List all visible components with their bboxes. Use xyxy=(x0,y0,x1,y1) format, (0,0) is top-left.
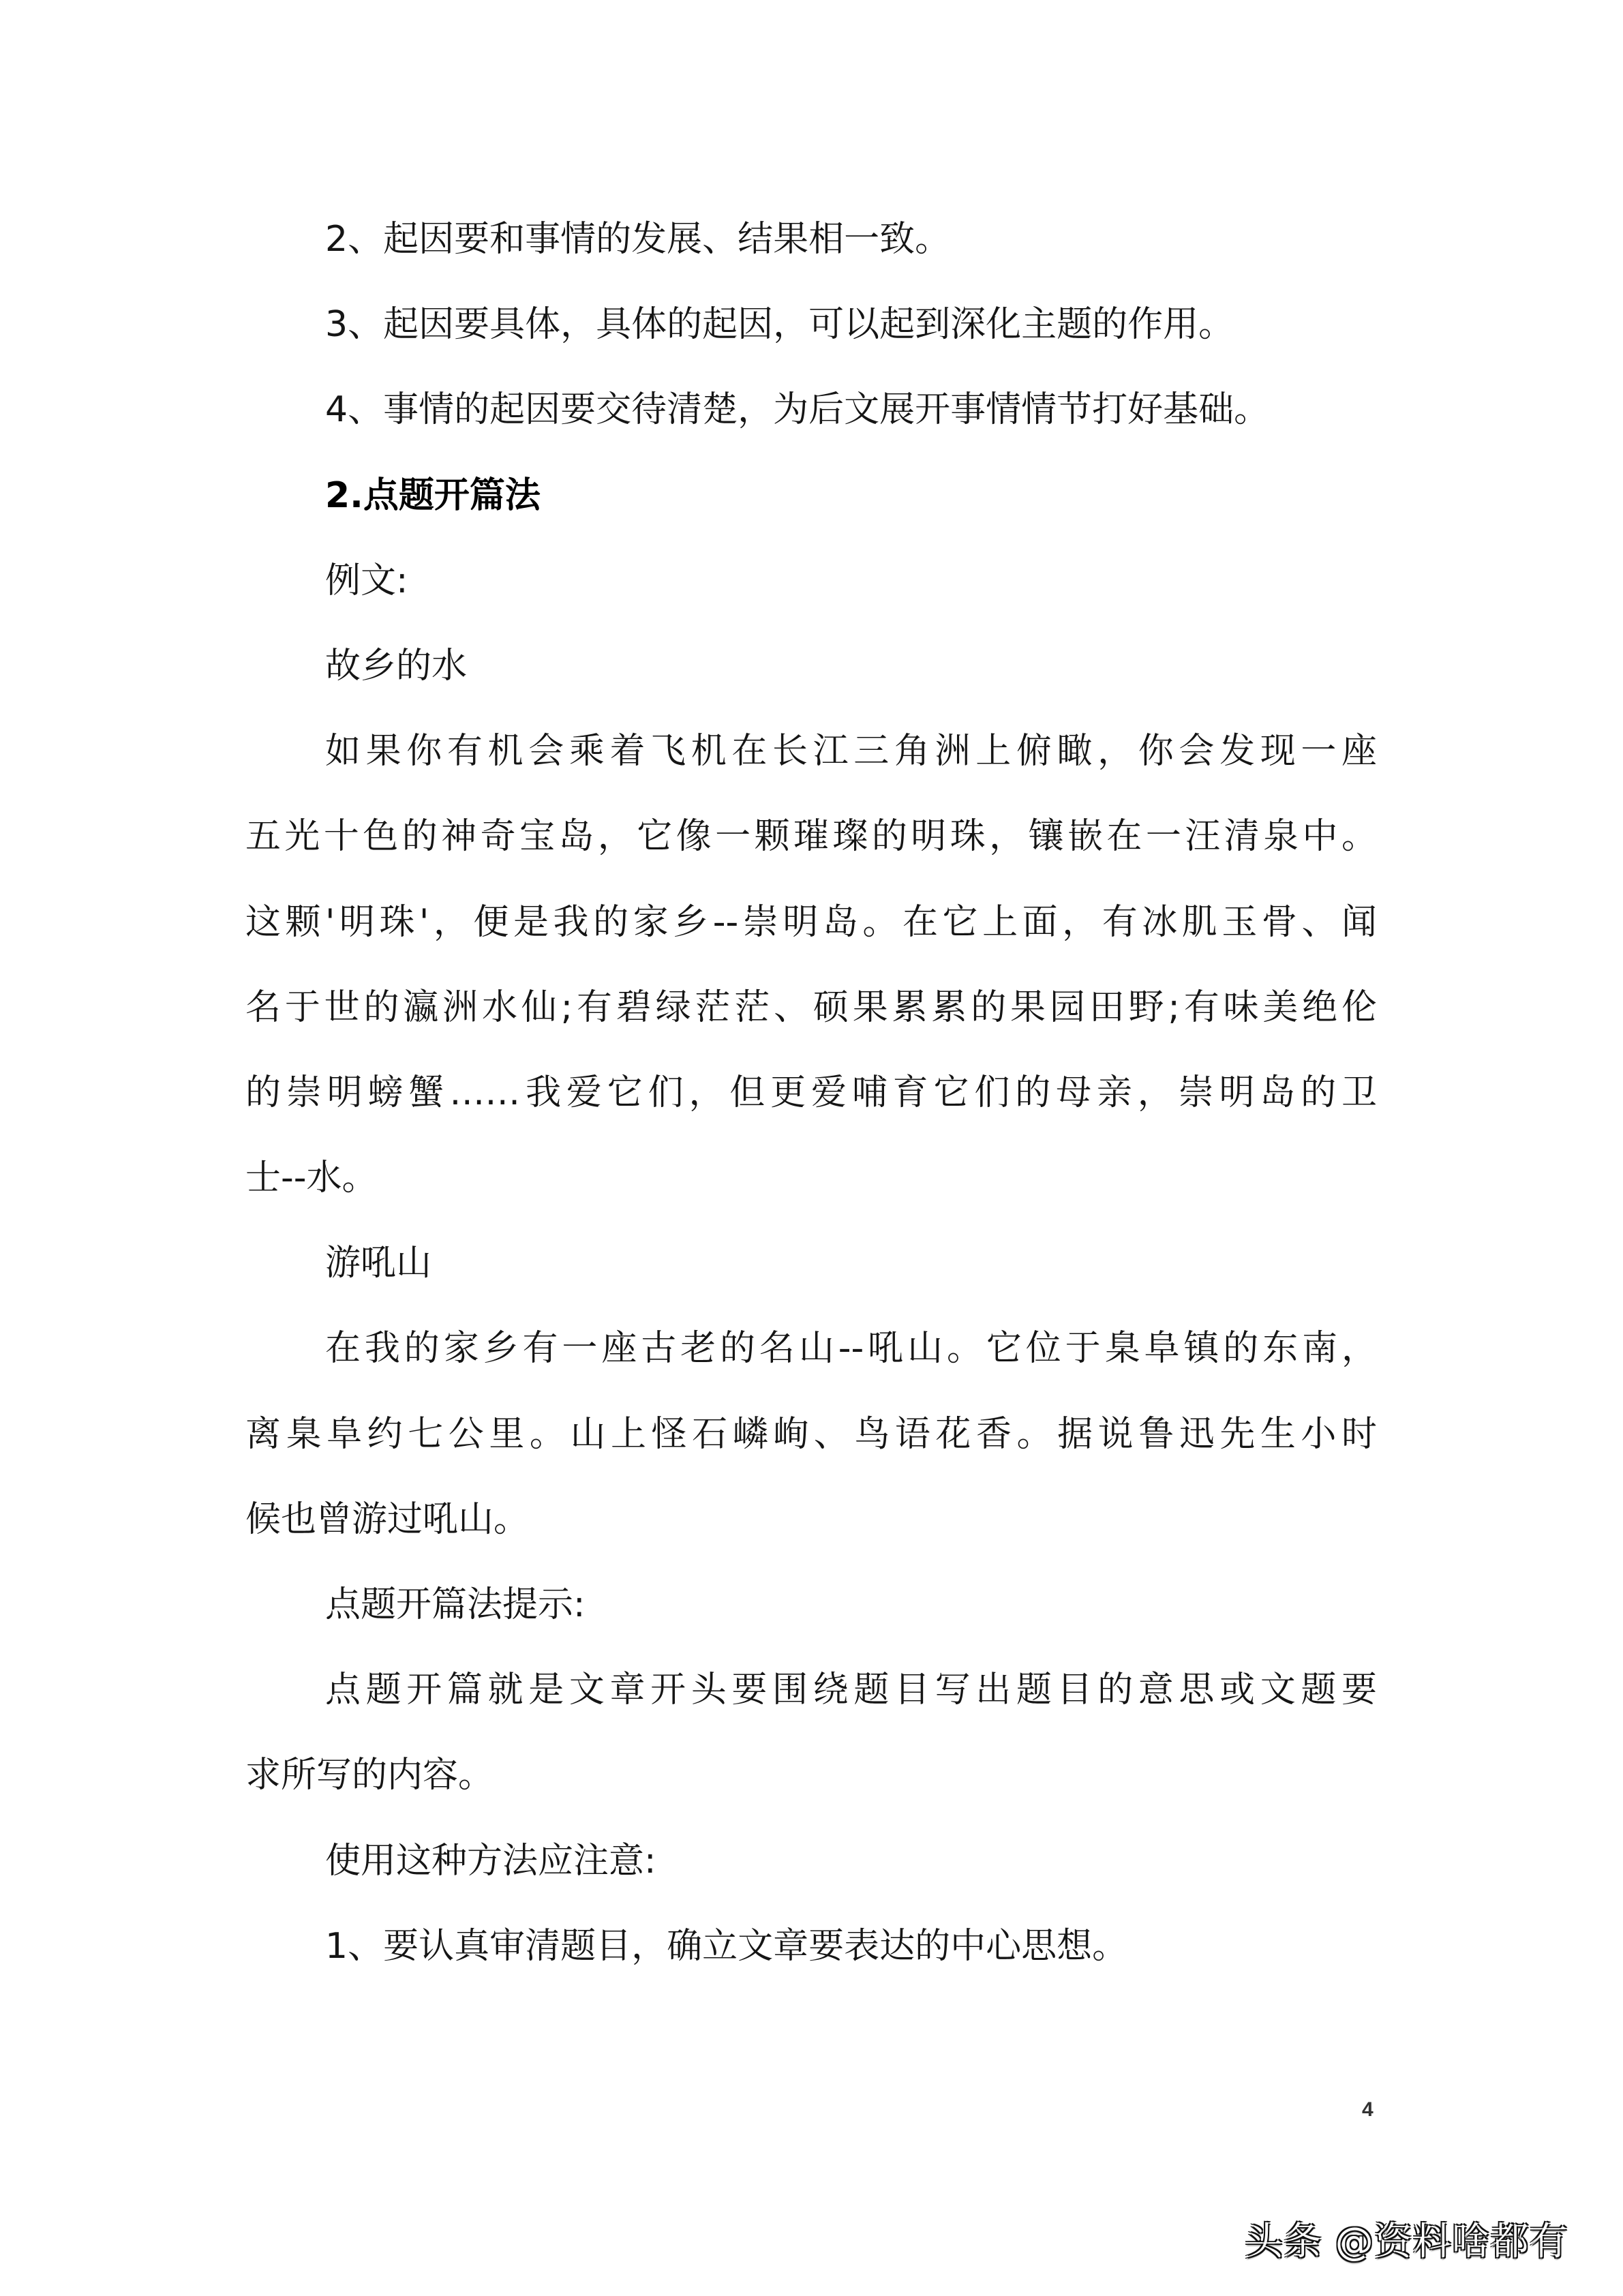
paragraph-line: 求所写的内容。 xyxy=(245,1755,494,1796)
document-body xyxy=(245,197,1377,1989)
tips-label: 点题开篇法提示: xyxy=(325,1584,586,1625)
page-number: 4 xyxy=(1362,2098,1374,2121)
watermark: 头条 @资料啥都有 xyxy=(1245,2220,1568,2264)
example-label: 例文: xyxy=(325,560,408,601)
paragraph-line: 名于世的瀛洲水仙;有碧绿茫茫、硕果累累的果园田野;有味美绝伦 xyxy=(245,986,1377,1028)
paragraph-line: 在我的家乡有一座古老的名山--吼山。它位于臬阜镇的东南， xyxy=(325,1328,1377,1370)
list-item-3: 3、起因要具体，具体的起因，可以起到深化主题的作用。 xyxy=(325,304,1234,346)
paragraph-line: 离臬阜约七公里。山上怪石嶙峋、鸟语花香。据说鲁迅先生小时 xyxy=(245,1413,1377,1455)
list-item-2: 2、起因要和事情的发展、结果相一致。 xyxy=(325,219,951,260)
paragraph-line: 如果你有机会乘着飞机在长江三角洲上俯瞰，你会发现一座 xyxy=(325,731,1377,772)
paragraph-line: 士--水。 xyxy=(245,1158,378,1199)
example-title-houshan: 游吼山 xyxy=(325,1243,432,1284)
section-heading: 2.点题开篇法 xyxy=(325,474,541,516)
paragraph-line: 候也曾游过吼山。 xyxy=(245,1498,530,1540)
paragraph-line: 的崇明螃蟹……我爱它们，但更爱哺育它们的母亲，崇明岛的卫 xyxy=(245,1072,1377,1113)
notes-label: 使用这种方法应注意: xyxy=(325,1840,656,1882)
example-title-guxiang: 故乡的水 xyxy=(325,645,468,686)
paragraph-line: 这颗'明珠'，便是我的家乡--崇明岛。在它上面，有冰肌玉骨、闻 xyxy=(245,901,1377,943)
paragraph-line: 点题开篇就是文章开头要围绕题目写出题目的意思或文题要 xyxy=(325,1670,1377,1711)
paragraph-line: 五光十色的神奇宝岛，它像一颗璀璨的明珠，镶嵌在一汪清泉中。 xyxy=(245,816,1377,858)
list-item-1: 1、要认真审清题目，确立文章要表达的中心思想。 xyxy=(325,1925,1128,1967)
list-item-4: 4、事情的起因要交待清楚，为后文展开事情情节打好基础。 xyxy=(325,389,1270,431)
